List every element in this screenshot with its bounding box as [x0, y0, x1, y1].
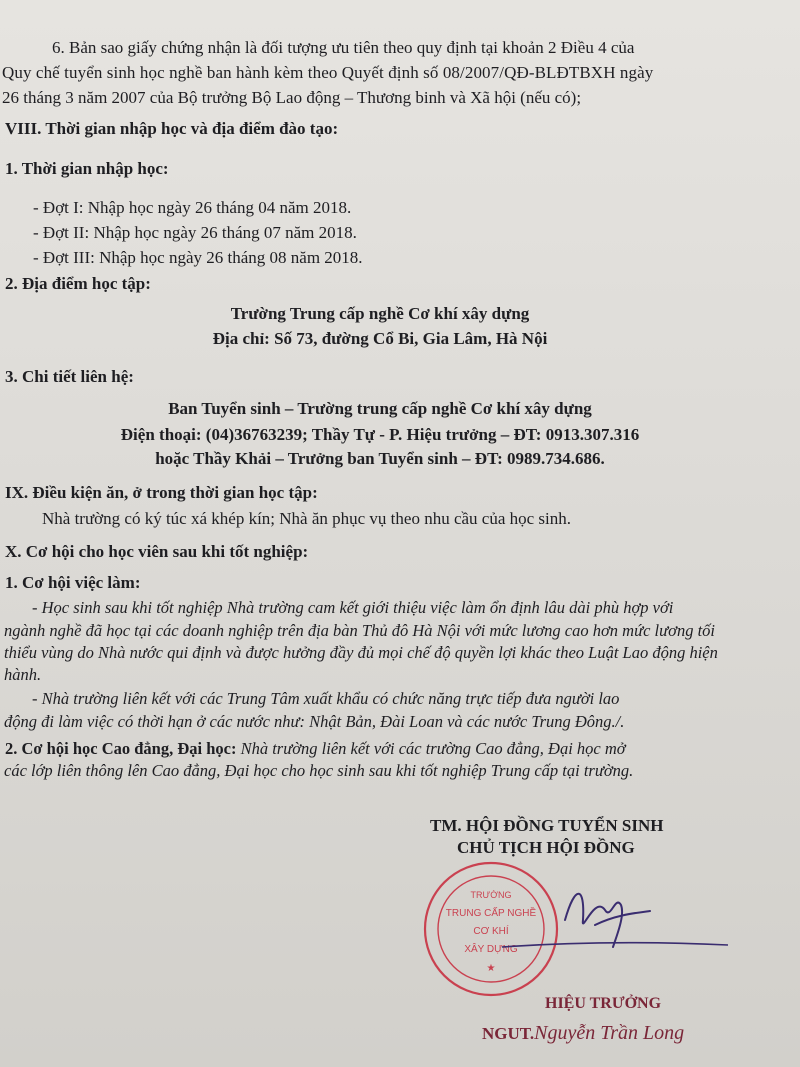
- round-3: - Đợt III: Nhập học ngày 26 tháng 08 năm 2018.: [33, 248, 363, 267]
- signature-line-1: TM. HỘI ĐỒNG TUYỂN SINH: [430, 816, 664, 835]
- section-8-heading: VIII. Thời gian nhập học và địa điểm đào tạo:: [5, 119, 339, 138]
- intro-line-2: Quy chế tuyển sinh học nghề ban hành kèm theo Quyết định số 08/2007/QĐ-BLĐTBXH ngày: [2, 63, 654, 82]
- job-line-4: hành.: [4, 665, 42, 684]
- stamp-line-4: XÂY DỰNG: [464, 944, 518, 955]
- contact-line-3: hoặc Thầy Khải – Trưởng ban Tuyển sinh – ĐT: 0989.734.686.: [155, 449, 605, 468]
- job-line-2: ngành nghề đã học tại các doanh nghiệp trên địa bàn Thủ đô Hà Nội với mức lương cao hơn mức lương tối: [4, 621, 715, 640]
- contact-line-1: Ban Tuyển sinh – Trường trung cấp nghề Cơ khí xây dựng: [168, 399, 592, 418]
- svg-text:★: ★: [486, 963, 496, 974]
- school-seal-stamp: [420, 858, 562, 1000]
- round-1: - Đợt I: Nhập học ngày 26 tháng 04 năm 2018.: [33, 198, 352, 217]
- section-8-sub-1: 1. Thời gian nhập học:: [5, 159, 169, 178]
- signature-name-text: Nguyễn Trần Long: [534, 1022, 685, 1044]
- signature-line-2: CHỦ TỊCH HỘI ĐỒNG: [457, 838, 635, 857]
- contact-line-2: Điện thoại: (04)36763239; Thầy Tự - P. Hiệu trưởng – ĐT: 0913.307.316: [120, 425, 640, 444]
- job-line-3: thiểu vùng do Nhà nước qui định và được hưởng đầy đủ mọi chế độ quyền lợi khác theo Luật Lao động hiện: [4, 643, 718, 662]
- job-line-1: - Học sinh sau khi tốt nghiệp Nhà trường cam kết giới thiệu việc làm ổn định lâu dài phù hợp với: [32, 598, 674, 617]
- school-name: Trường Trung cấp nghề Cơ khí xây dựng: [230, 304, 530, 323]
- stamp-line-2: TRUNG CẤP NGHỀ: [445, 908, 537, 919]
- export-line-2: động đi làm việc có thời hạn ở các nước như: Nhật Bản, Đài Loan và các nước Trung Đông./.: [4, 712, 625, 731]
- export-line-1: - Nhà trường liên kết với các Trung Tâm xuất khẩu có chức năng trực tiếp đưa người lao: [32, 689, 620, 708]
- stamp-line-1: TRƯỜNG: [470, 890, 512, 900]
- signature-name: [482, 1022, 684, 1045]
- section-10-sub-1: 1. Cơ hội việc làm:: [5, 573, 141, 592]
- signature-underline: [500, 935, 730, 955]
- signature-title: HIỆU TRƯỞNG: [545, 995, 662, 1012]
- school-address: Địa chỉ: Số 73, đường Cổ Bi, Gia Lâm, Hà Nội: [212, 329, 548, 348]
- intro-line-3: 26 tháng 3 năm 2007 của Bộ trưởng Bộ Lao động – Thương binh và Xã hội (nếu có);: [2, 88, 582, 107]
- section-9-text: Nhà trường có ký túc xá khép kín; Nhà ăn phục vụ theo nhu cầu của học sinh.: [42, 509, 572, 528]
- section-8-sub-3: 3. Chi tiết liên hệ:: [5, 367, 134, 386]
- section-10-sub-2-label: 2. Cơ hội học Cao đẳng, Đại học:: [5, 739, 237, 758]
- section-8-sub-2: 2. Địa điểm học tập:: [5, 274, 151, 293]
- stamp-line-3: CƠ KHÍ: [473, 926, 509, 937]
- section-10-sub-2-text-2: các lớp liên thông lên Cao đẳng, Đại học cho học sinh sau khi tốt nghiệp Trung cấp tại trường.: [4, 761, 634, 780]
- section-10-heading: X. Cơ hội cho học viên sau khi tốt nghiệp:: [5, 542, 309, 561]
- section-10-sub-2-text-1: Nhà trường liên kết với các trường Cao đẳng, Đại học mở: [236, 739, 626, 758]
- round-2: - Đợt II: Nhập học ngày 26 tháng 07 năm 2018.: [33, 223, 357, 242]
- section-9-heading: IX. Điều kiện ăn, ở trong thời gian học tập:: [5, 483, 318, 502]
- section-10-sub-2-line-1: [5, 738, 626, 760]
- intro-line-1: 6. Bản sao giấy chứng nhận là đối tượng ưu tiên theo quy định tại khoản 2 Điều 4 của: [52, 38, 635, 57]
- signature-name-prefix: NGUT.: [482, 1024, 535, 1043]
